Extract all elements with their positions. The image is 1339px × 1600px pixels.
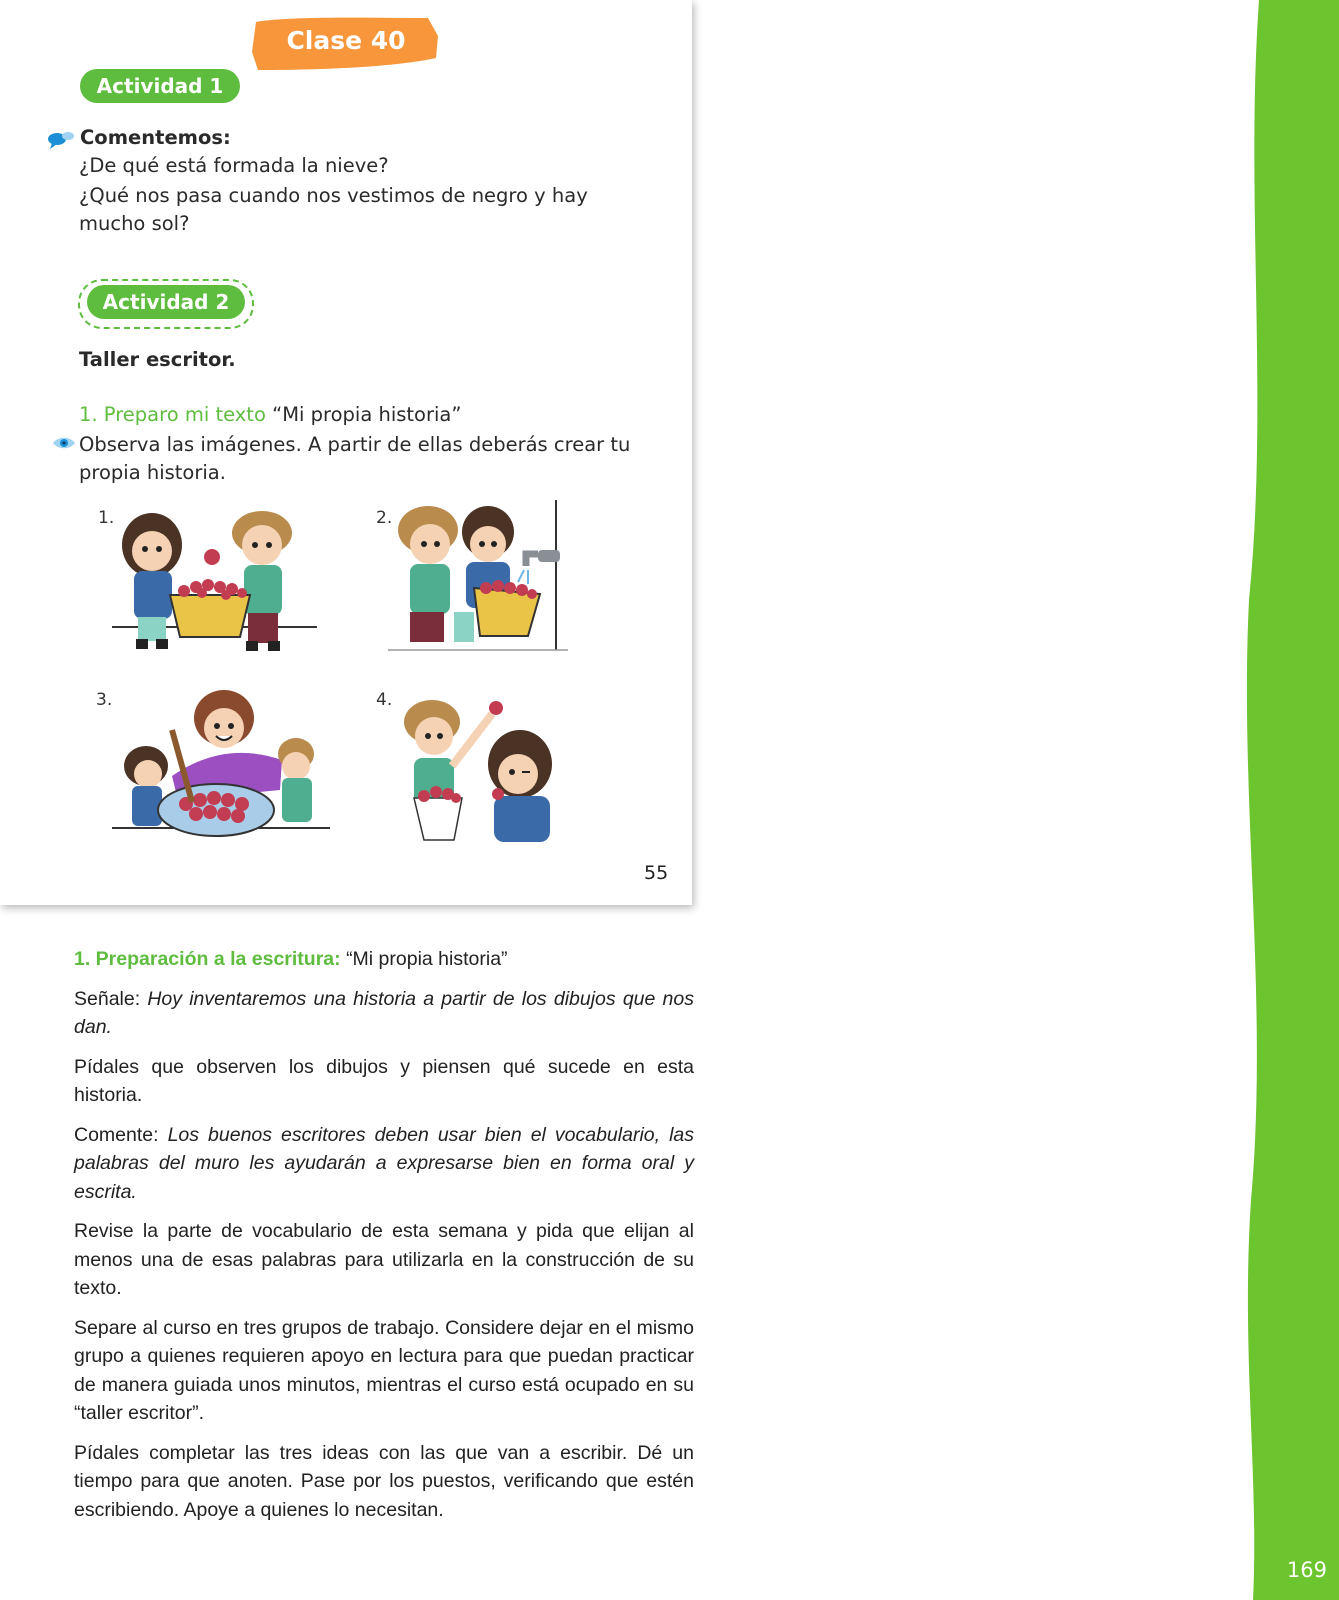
eye-icon [52,435,76,455]
guide-paragraph-3 [74,1121,694,1207]
guide-page-number: 169 [1286,1558,1327,1582]
prep-line [79,403,461,426]
prep-title: “Mi propia historia” [272,403,462,426]
teacher-guide-text [74,945,694,1535]
actividad-1-label: Actividad 1 [80,69,240,103]
guide-paragraph-4: Revise la parte de vocabulario de esta semana y pida que elijan al menos una de esas palabras para utilizarla en la construcción de su texto. [74,1220,694,1299]
student-book-page [0,0,692,905]
observa-instruction: Observa las imágenes. A partir de ellas deberás crear tu propia historia. [79,433,631,484]
picture-2-illustration [388,500,578,664]
clase-title: Clase 40 [286,26,406,55]
picture-number-1: 1. [98,508,115,528]
guide-p1-lead: Señale: [74,987,148,1010]
clase-badge [250,14,442,72]
picture-number-3: 3. [96,690,113,710]
guide-p3-lead: Comente: [74,1123,168,1146]
picture-3-illustration [112,690,332,864]
prep-label: 1. Preparo mi texto [79,403,266,426]
comentemos-label: Comentemos: [80,126,231,149]
guide-paragraph-5: Separe al curso en tres grupos de trabajo. Considere dejar en el mismo grupo a quienes requieren apoyo en lectura para que puedan practicar de manera guiada unos minutos, mientras el curso está ocupado en su “taller escritor”. [74,1316,694,1424]
guide-paragraph-6: Pídales completar las tres ideas con las que van a escribir. Dé un tiempo para que anoten. Pase por los puestos, verificando que estén escribiendo. Apoye a quienes lo necesitan. [74,1441,694,1521]
guide-paragraph-1 [74,985,694,1042]
book-page-number: 55 [644,862,669,884]
side-color-band [1239,0,1339,1600]
actividad-2-frame [78,279,254,329]
guide-heading [74,945,694,974]
question-1: ¿De qué está formada la nieve? [79,154,389,177]
taller-escritor-label: Taller escritor. [79,348,236,371]
guide-p1-italic: Hoy inventaremos una historia a partir de los dibujos que nos dan. [74,987,694,1038]
guide-heading-label: 1. Preparación a la escritura: [74,948,341,970]
guide-p3-italic: Los buenos escritores deben usar bien el vocabulario, las palabras del muro les ayudarán a expresarse bien en forma oral y escrita. [74,1123,694,1203]
picture-number-2: 2. [376,508,393,528]
guide-paragraph-2: Pídales que observen los dibujos y piensen qué sucede en esta historia. [74,1055,694,1106]
guide-heading-title: “Mi propia historia” [346,948,508,970]
picture-1-illustration [112,505,322,669]
actividad-2-label: Actividad 2 [87,285,245,319]
question-2: ¿Qué nos pasa cuando nos vestimos de negro y hay mucho sol? [79,184,588,235]
picture-4-illustration [392,692,572,866]
chat-bubbles-icon [46,130,76,154]
picture-number-4: 4. [376,690,393,710]
